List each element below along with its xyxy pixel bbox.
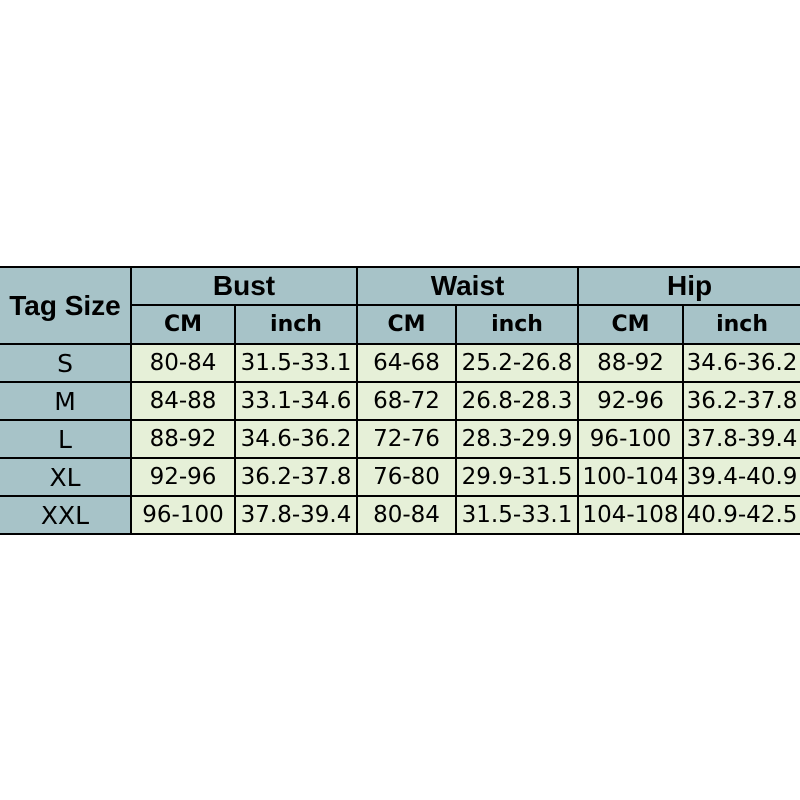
size-cell: S	[0, 344, 131, 382]
value-cell: 88-92	[131, 420, 235, 458]
value-cell: 31.5-33.1	[456, 496, 578, 534]
value-cell: 26.8-28.3	[456, 382, 578, 420]
value-cell: 100-104	[578, 458, 683, 496]
value-cell: 80-84	[357, 496, 456, 534]
size-cell: XXL	[0, 496, 131, 534]
unit-header-hip-cm: CM	[578, 305, 683, 344]
unit-header-bust-inch: inch	[235, 305, 357, 344]
unit-header-hip-inch: inch	[683, 305, 800, 344]
value-cell: 37.8-39.4	[683, 420, 800, 458]
value-cell: 37.8-39.4	[235, 496, 357, 534]
section-header-row	[0, 267, 800, 305]
table-row-xxl	[0, 496, 800, 534]
value-cell: 96-100	[131, 496, 235, 534]
size-cell: L	[0, 420, 131, 458]
table-row-l	[0, 420, 800, 458]
value-cell: 34.6-36.2	[683, 344, 800, 382]
value-cell: 92-96	[131, 458, 235, 496]
value-cell: 28.3-29.9	[456, 420, 578, 458]
section-header-bust: Bust	[131, 267, 357, 305]
value-cell: 104-108	[578, 496, 683, 534]
value-cell: 84-88	[131, 382, 235, 420]
value-cell: 34.6-36.2	[235, 420, 357, 458]
value-cell: 96-100	[578, 420, 683, 458]
unit-header-bust-cm: CM	[131, 305, 235, 344]
value-cell: 25.2-26.8	[456, 344, 578, 382]
size-cell: XL	[0, 458, 131, 496]
table-row-s	[0, 344, 800, 382]
value-cell: 64-68	[357, 344, 456, 382]
value-cell: 36.2-37.8	[235, 458, 357, 496]
size-chart-table	[0, 266, 800, 535]
unit-header-waist-inch: inch	[456, 305, 578, 344]
table-row-xl	[0, 458, 800, 496]
value-cell: 31.5-33.1	[235, 344, 357, 382]
value-cell: 39.4-40.9	[683, 458, 800, 496]
value-cell: 80-84	[131, 344, 235, 382]
value-cell: 92-96	[578, 382, 683, 420]
value-cell: 88-92	[578, 344, 683, 382]
value-cell: 76-80	[357, 458, 456, 496]
value-cell: 40.9-42.5	[683, 496, 800, 534]
value-cell: 36.2-37.8	[683, 382, 800, 420]
section-header-hip: Hip	[578, 267, 800, 305]
value-cell: 68-72	[357, 382, 456, 420]
section-header-waist: Waist	[357, 267, 578, 305]
value-cell: 72-76	[357, 420, 456, 458]
value-cell: 33.1-34.6	[235, 382, 357, 420]
size-cell: M	[0, 382, 131, 420]
table-row-m	[0, 382, 800, 420]
value-cell: 29.9-31.5	[456, 458, 578, 496]
unit-header-waist-cm: CM	[357, 305, 456, 344]
corner-cell-tag-size: Tag Size	[0, 267, 131, 344]
